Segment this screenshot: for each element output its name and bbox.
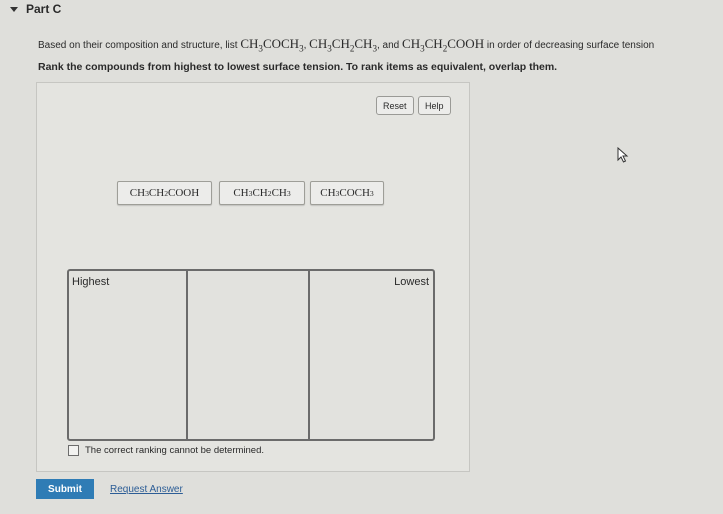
submit-button[interactable]: Submit [36, 479, 94, 499]
part-title: Part C [26, 2, 62, 16]
draggable-item-ch3coch3[interactable]: CH 3 COCH 3 [310, 181, 384, 205]
draggable-item-ch3ch2cooh[interactable]: CH 3 CH 2 COOH [117, 181, 212, 205]
help-button[interactable]: Help [418, 96, 451, 115]
caret-down-icon[interactable] [10, 7, 18, 12]
reset-button[interactable]: Reset [376, 96, 414, 115]
lowest-label: Lowest [394, 276, 429, 288]
rank-slot-2[interactable] [188, 271, 310, 439]
cannot-determine-row[interactable] [68, 445, 264, 456]
ranking-drop-area[interactable] [67, 269, 435, 441]
formula-2: $CH_3CH_2CH_3$ [309, 36, 377, 54]
question-text: Based on their composition and structure, list $CH_3COCH_3$, $CH_3CH_2CH_3$, and $CH_3CH_2COOH$ in order of decreasing surface tension [38, 36, 655, 54]
formula-3: $CH_3CH_2COOH$ [402, 36, 485, 54]
formula-1: $CH_3COCH_3$ [240, 36, 304, 54]
instructions: Rank the compounds from highest to lowest surface tension. To rank items as equivalent, overlap them. [38, 61, 558, 73]
highest-label: Highest [72, 276, 110, 288]
cannot-determine-checkbox[interactable] [68, 445, 79, 456]
mouse-pointer-icon [617, 147, 629, 168]
draggable-item-ch3ch2ch3[interactable]: CH 3 CH 2 CH 3 [219, 181, 305, 205]
part-header[interactable] [10, 2, 61, 16]
request-answer-link[interactable]: Request Answer [110, 484, 183, 495]
cannot-determine-label: The correct ranking cannot be determined. [85, 445, 265, 456]
rank-slot-1[interactable] [69, 271, 188, 439]
